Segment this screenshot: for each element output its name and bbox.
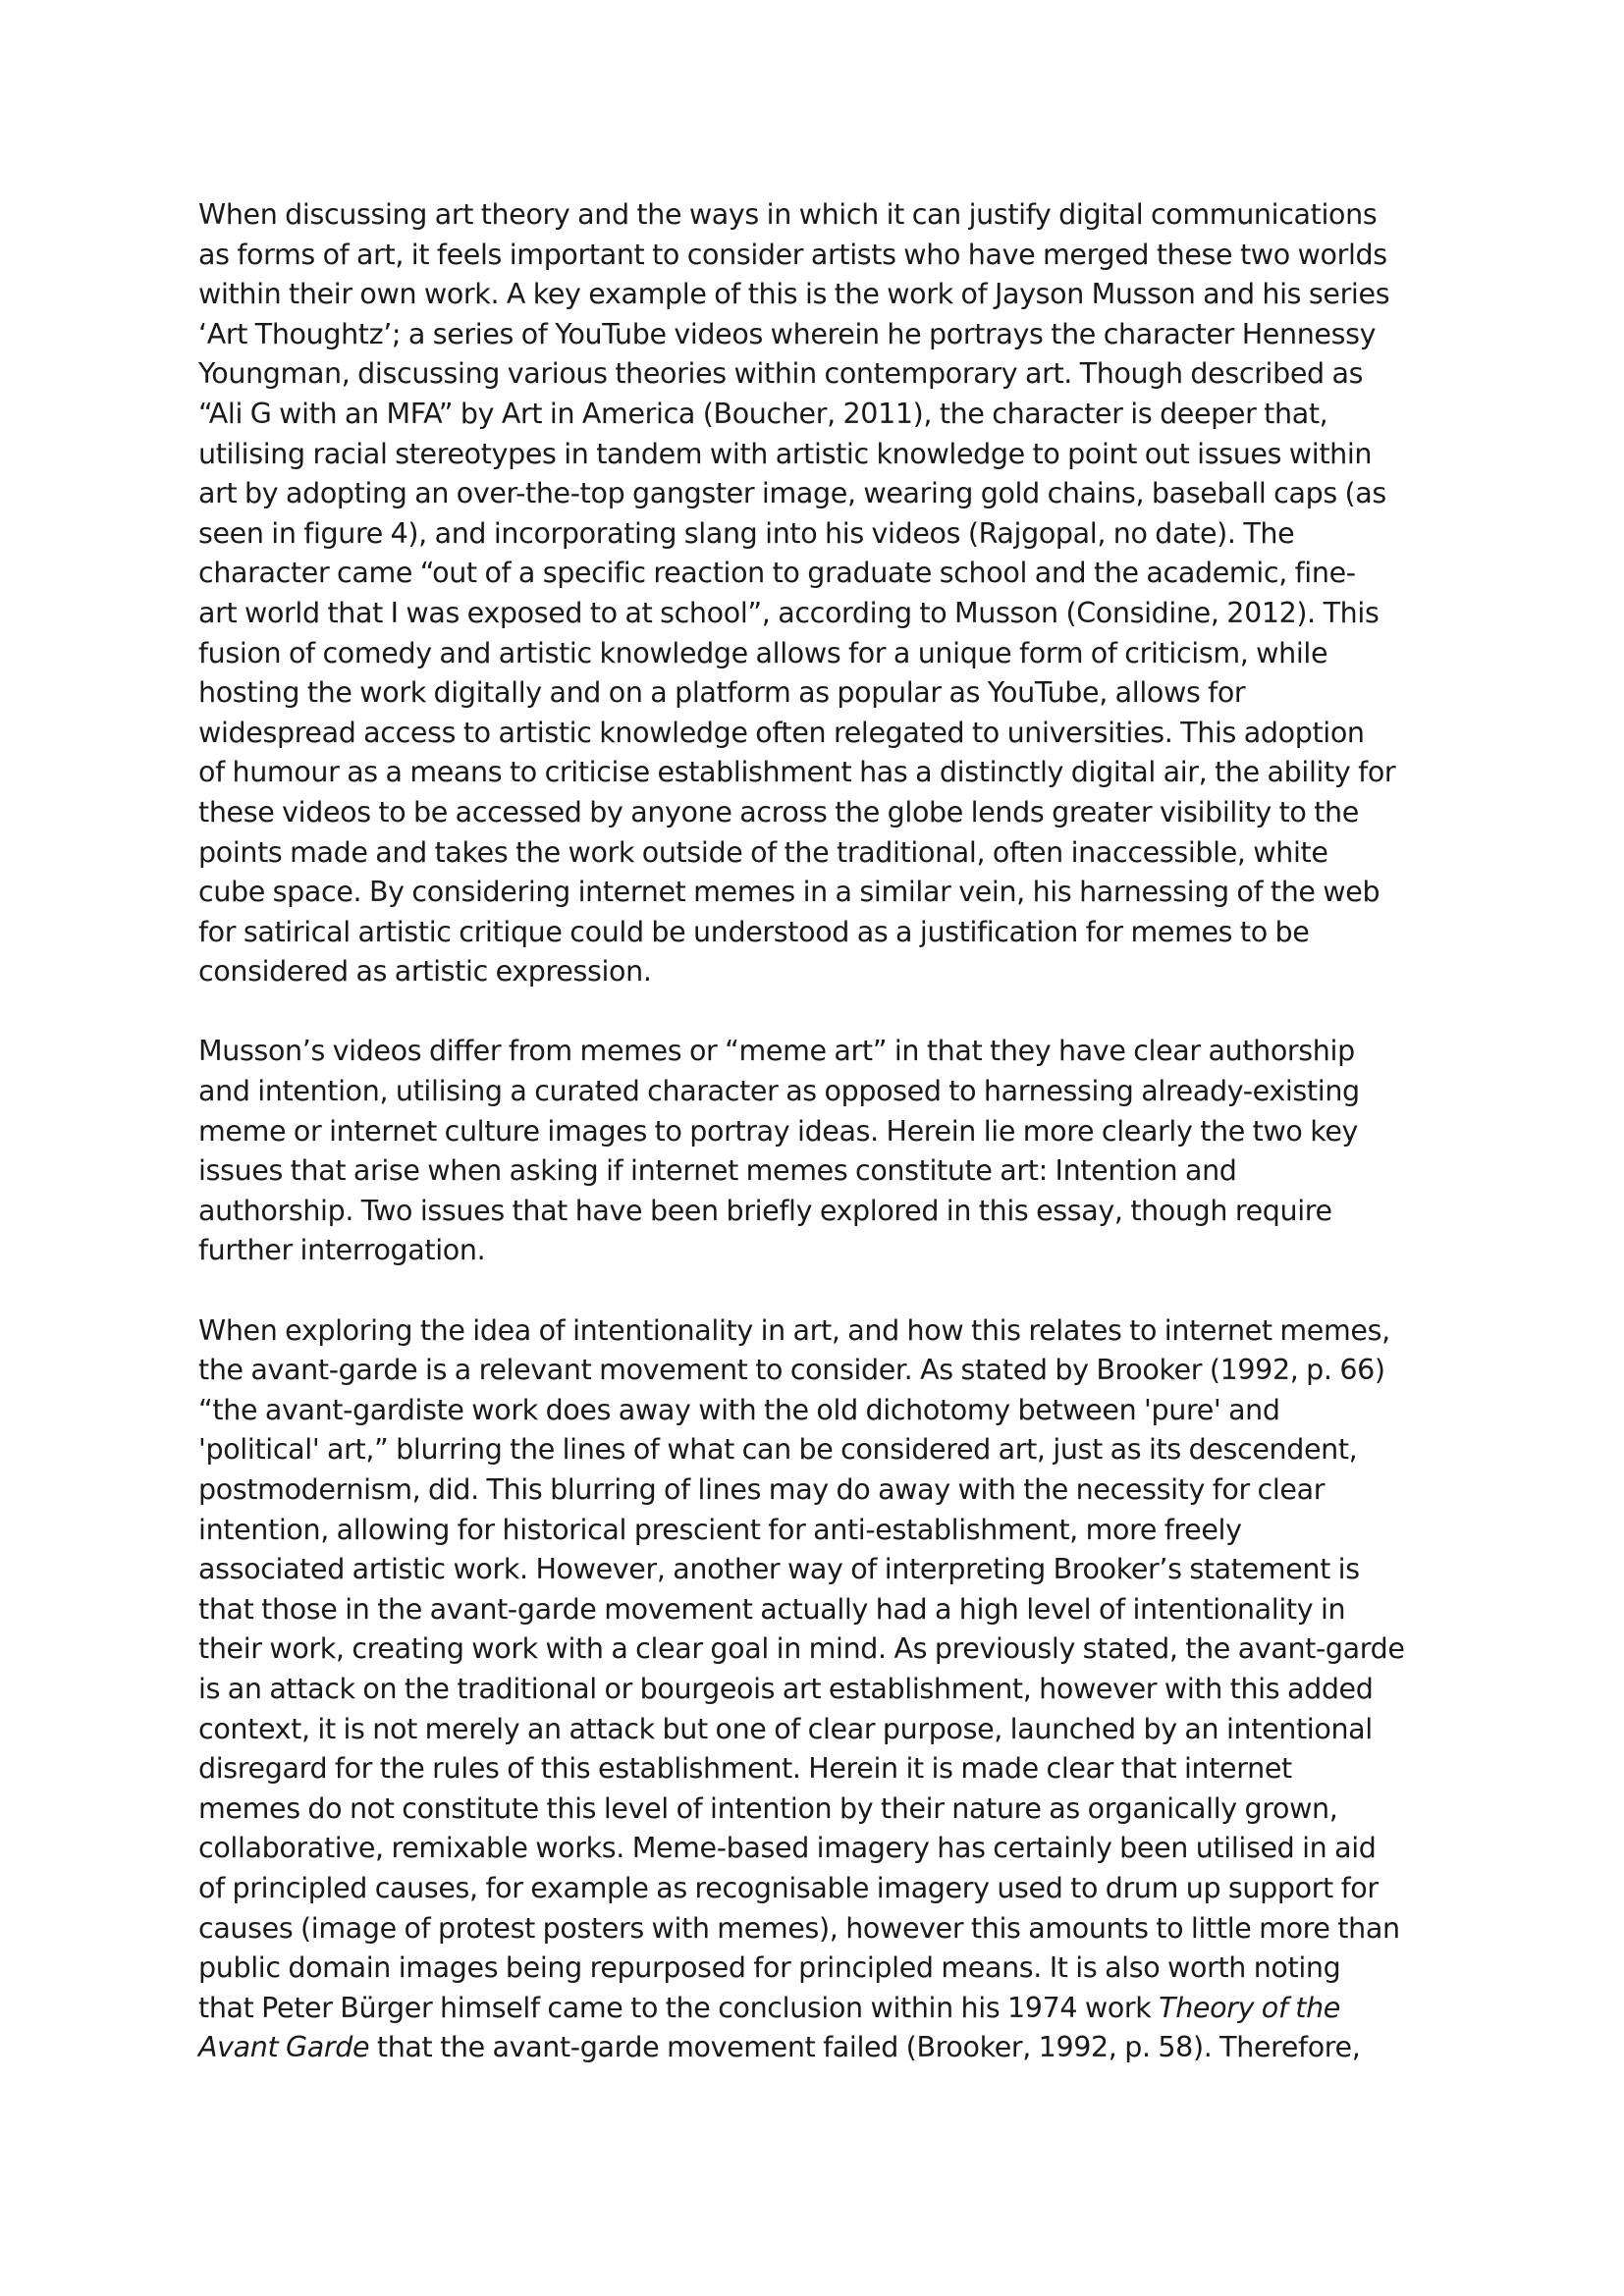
text-line: hosting the work digitally and on a platform as popular as YouTube, allows for: [198, 676, 1246, 710]
paragraph-intention-authorship: [198, 1032, 1437, 1271]
text-line: fusion of comedy and artistic knowledge allows for a unique form of criticism, while: [198, 636, 1328, 669]
text-line: [198, 2028, 1437, 2068]
text-line: character came “out of a specific reaction to graduate school and the academic, fine-: [198, 557, 1356, 590]
text-line: authorship. Two issues that have been briefly explored in this essay, though require: [198, 1194, 1332, 1227]
text-run: that the avant-garde movement failed (Brooker, 1992, p. 58). Therefore,: [369, 2031, 1361, 2064]
text-line: 'political' art,” blurring the lines of what can be considered art, just as its descendent,: [198, 1433, 1358, 1467]
text-line: the avant-garde is a relevant movement to consider. As stated by Brooker (1992, p. 66): [198, 1354, 1385, 1387]
paragraph-musson-art-thoughtz: [198, 195, 1437, 992]
text-line: context, it is not merely an attack but one of clear purpose, launched by an intentional: [198, 1712, 1373, 1745]
text-line: public domain images being repurposed for principled means. It is also worth noting: [198, 1951, 1341, 1985]
text-line: memes do not constitute this level of intention by their nature as organically grown,: [198, 1791, 1338, 1825]
text-line: art by adopting an over-the-top gangster image, wearing gold chains, baseball caps (as: [198, 477, 1386, 510]
text-line: and intention, utilising a curated character as opposed to harnessing already-existing: [198, 1075, 1360, 1108]
text-line: within their own work. A key example of this is the work of Jayson Musson and his series: [198, 278, 1390, 311]
text-line: issues that arise when asking if internet memes constitute art: Intention and: [198, 1154, 1237, 1188]
text-line: further interrogation.: [198, 1234, 486, 1267]
text-line: collaborative, remixable works. Meme-based imagery has certainly been utilised in aid: [198, 1832, 1377, 1865]
text-line: widespread access to artistic knowledge often relegated to universities. This adoption: [198, 716, 1365, 749]
text-line: is an attack on the traditional or bourgeois art establishment, however with this added: [198, 1672, 1374, 1705]
text-line: that those in the avant-garde movement actually had a high level of intentionality in: [198, 1592, 1346, 1626]
text-line: of humour as a means to criticise establishment has a distinctly digital air, the ability for: [198, 756, 1396, 789]
text-line: Musson’s videos differ from memes or “meme art” in that they have clear authorship: [198, 1035, 1355, 1068]
text-line: associated artistic work. However, another way of interpreting Brooker’s statement is: [198, 1553, 1360, 1586]
text-line: [198, 1989, 1437, 2029]
text-line: seen in figure 4), and incorporating slang into his videos (Rajgopal, no date). The: [198, 516, 1295, 550]
text-line: postmodernism, did. This blurring of lines may do away with the necessity for clear: [198, 1473, 1326, 1506]
body-text: [198, 195, 1437, 2109]
text-line: “Ali G with an MFA” by Art in America (Boucher, 2011), the character is deeper that,: [198, 397, 1328, 430]
text-line: their work, creating work with a clear goal in mind. As previously stated, the avant-garde: [198, 1632, 1405, 1666]
text-line: causes (image of protest posters with memes), however this amounts to little more than: [198, 1911, 1400, 1945]
text-line: these videos to be accessed by anyone across the globe lends greater visibility to the: [198, 795, 1359, 828]
text-line: disregard for the rules of this establishment. Herein it is made clear that internet: [198, 1752, 1292, 1786]
text-line: as forms of art, it feels important to consider artists who have merged these two worlds: [198, 238, 1387, 271]
text-line: cube space. By considering internet memes in a similar vein, his harnessing of the web: [198, 876, 1380, 909]
text-line: considered as artistic expression.: [198, 955, 652, 988]
text-line: art world that I was exposed to at school”, according to Musson (Considine, 2012). This: [198, 596, 1380, 629]
paragraph-avant-garde: [198, 1311, 1437, 2068]
text-line: for satirical artistic critique could be understood as a justification for memes to be: [198, 915, 1310, 948]
book-title-italic: Avant Garde: [198, 2031, 370, 2064]
text-line: ‘Art Thoughtz’; a series of YouTube videos wherein he portrays the character Hennessy: [198, 317, 1377, 350]
text-line: When discussing art theory and the ways in which it can justify digital communications: [198, 198, 1378, 231]
text-line: Youngman, discussing various theories within contemporary art. Though described as: [198, 357, 1364, 391]
text-line: intention, allowing for historical prescient for anti-establishment, more freely: [198, 1513, 1242, 1546]
book-title-italic: Theory of the: [1159, 1991, 1340, 2024]
text-line: points made and takes the work outside of the traditional, often inaccessible, white: [198, 835, 1328, 869]
text-run: that Peter Bürger himself came to the conclusion within his 1974 work: [198, 1991, 1160, 2024]
text-line: utilising racial stereotypes in tandem with artistic knowledge to point out issues within: [198, 437, 1373, 470]
text-line: When exploring the idea of intentionality in art, and how this relates to internet memes,: [198, 1313, 1390, 1347]
text-line: of principled causes, for example as recognisable imagery used to drum up support for: [198, 1871, 1379, 1904]
text-line: “the avant-gardiste work does away with the old dichotomy between 'pure' and: [198, 1393, 1280, 1426]
text-line: meme or internet culture images to portray ideas. Herein lie more clearly the two key: [198, 1114, 1359, 1148]
